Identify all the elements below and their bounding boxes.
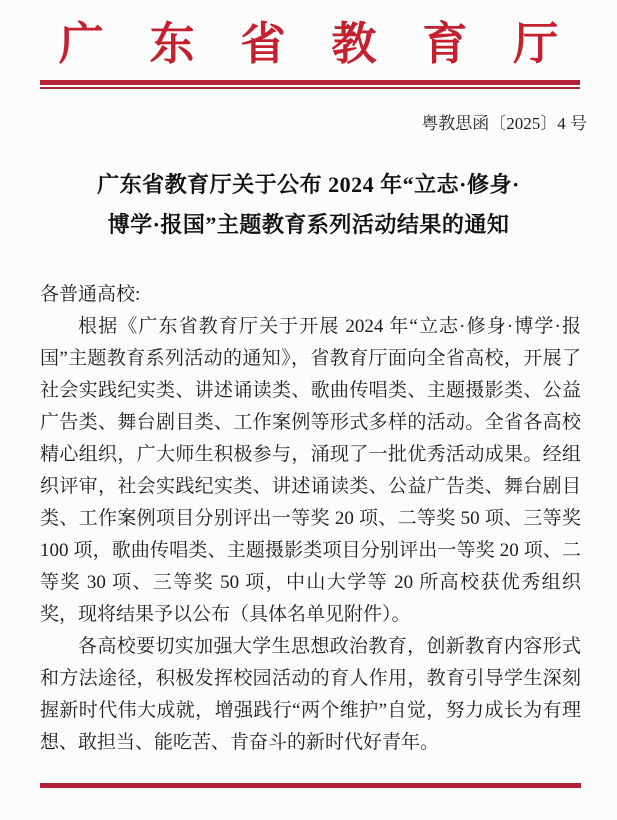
- document-body: [0, 279, 617, 759]
- document-title-line1: 广东省教育厅关于公布 2024 年“立志·修身·: [97, 172, 520, 197]
- body-paragraph-1: 根据《广东省教育厅关于开展 2024 年“立志·修身·博学·报国”主题教育系列活动的通知》，省教育厅面向全省高校，开展了社会实践纪实类、讲述诵读类、歌曲传唱类、主题摄影类、公益广告类、舞台剧目类、工作案例等形式多样的活动。全省各高校精心组织，广大师生积极参与，涌现了一批优秀活动成果。经组织评审，社会实践纪实类、讲述诵读类、公益广告类、舞台剧目类、工作案例项目分别评出一等奖 20 项、二等奖 50 项、三等奖 100 项，歌曲传唱类、主题摄影类项目分别评出一等奖 20 项、二等奖 30 项、三等奖 50 项，中山大学等 20 所高校获优秀组织奖，现将结果予以公布（具体名单见附件）。: [40, 316, 581, 625]
- document-title-line2: 博学·报国”主题教育系列活动结果的通知: [107, 212, 510, 237]
- salutation: 各普通高校:: [40, 284, 141, 305]
- agency-name: 广东省教育厅: [58, 19, 605, 69]
- body-paragraph-2: 各高校要切实加强大学生思想政治教育，创新教育内容形式和方法途径，积极发挥校园活动的育人作用，教育引导学生深刻握新时代伟大成就，增强践行“两个维护”自觉，努力成长为有理想、敢担当、能吃苦、肯奋斗的新时代好青年。: [40, 636, 581, 753]
- footer-rule: [40, 783, 581, 788]
- document-number: 粤教思函〔2025〕4 号: [421, 114, 587, 133]
- document-title: [0, 165, 617, 245]
- letterhead-rule-thin: [40, 87, 580, 89]
- letterhead: [0, 0, 617, 70]
- letterhead-rule-thick: [40, 80, 580, 85]
